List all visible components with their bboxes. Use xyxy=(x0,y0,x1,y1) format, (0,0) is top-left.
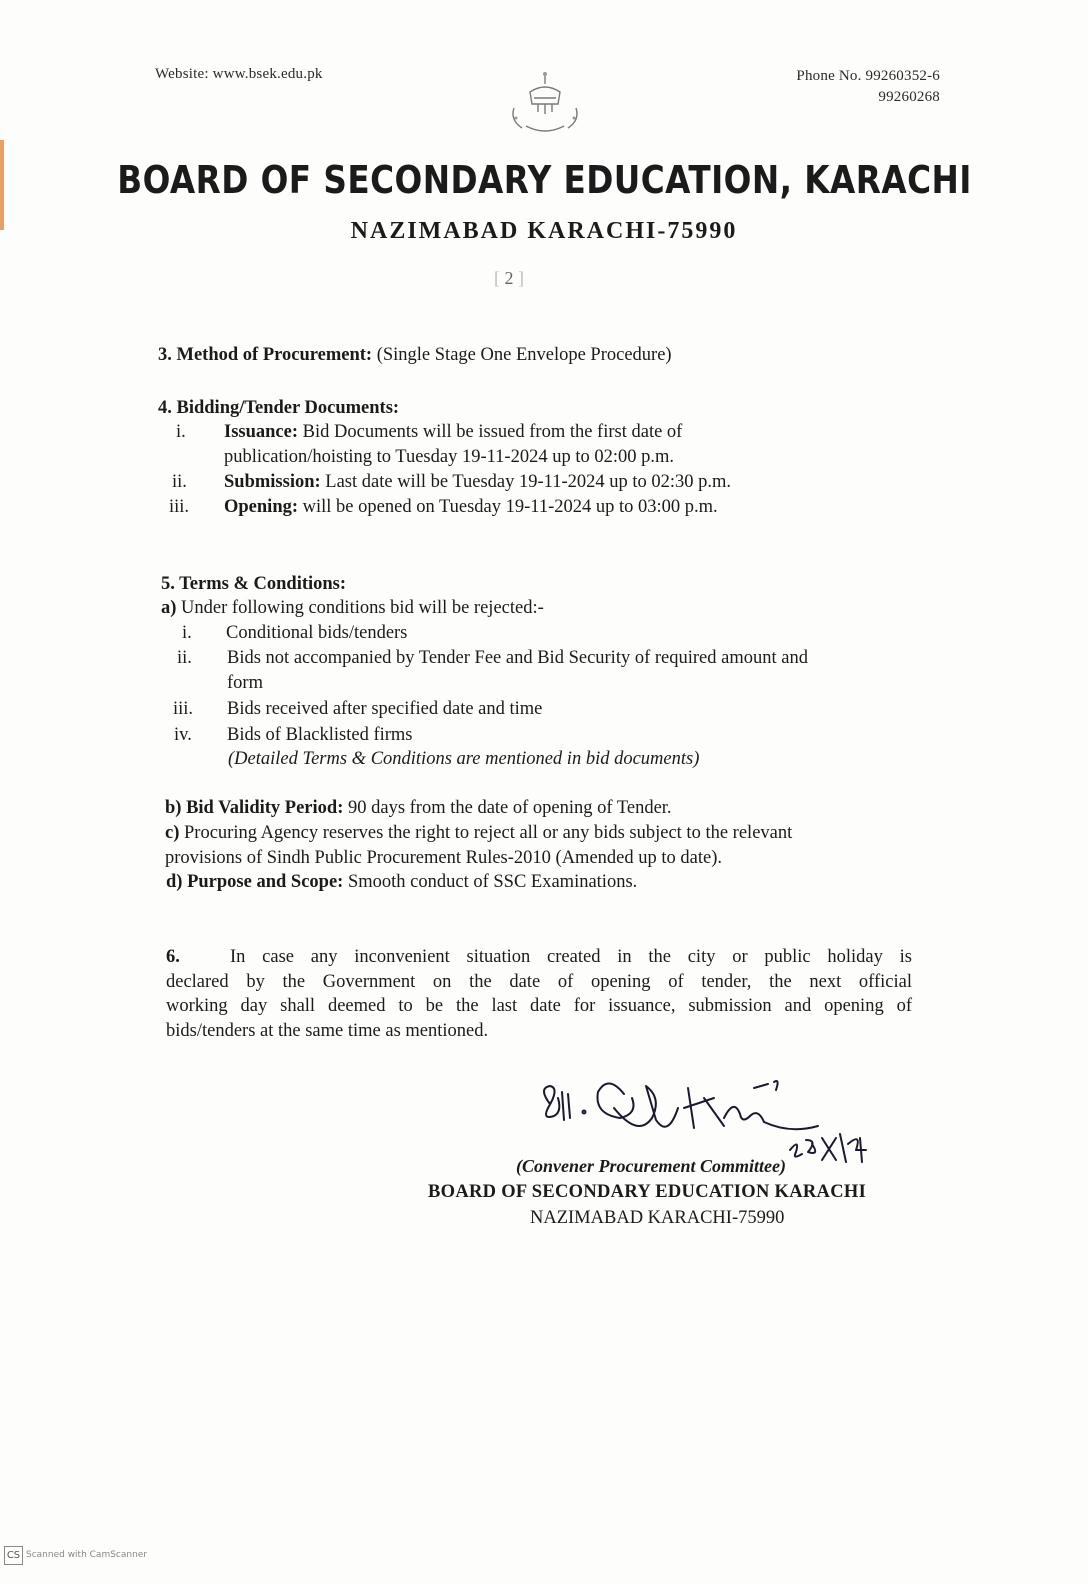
condition-text: Conditional bids/tenders xyxy=(226,623,408,643)
section-4-item-submission xyxy=(172,470,932,495)
condition-item xyxy=(182,621,922,646)
issuance-label: Issuance: xyxy=(224,422,299,442)
roman-numeral: ii. xyxy=(177,648,192,668)
section-3-text: (Single Stage One Envelope Procedure) xyxy=(372,345,672,365)
camscanner-logo-icon: CS xyxy=(4,1546,23,1565)
page-subtitle: NAZIMABAD KARACHI-75990 xyxy=(350,218,738,244)
section-5-b-text: 90 days from the date of opening of Tender. xyxy=(343,798,672,818)
phone-line-2: 99260268 xyxy=(878,89,940,105)
section-5-d-label: d) Purpose and Scope: xyxy=(166,872,344,892)
section-6-line-1: In case any inconvenient situation created in the city or public holiday is xyxy=(230,947,912,967)
section-5-a xyxy=(161,596,921,621)
roman-numeral: i. xyxy=(182,623,192,643)
roman-numeral: ii. xyxy=(172,472,187,492)
section-3-method xyxy=(158,343,938,368)
website-text: Website: www.bsek.edu.pk xyxy=(155,66,323,82)
section-5-heading: 5. Terms & Conditions: xyxy=(161,574,347,594)
roman-numeral: i. xyxy=(176,422,186,442)
section-3-label: 3. Method of Procurement: xyxy=(158,345,373,365)
section-6-line-2: declared by the Government on the date of opening of tender, the next official xyxy=(166,971,912,992)
section-6-number: 6. xyxy=(166,947,180,967)
signatory-org: BOARD OF SECONDARY EDUCATION KARACHI xyxy=(428,1182,867,1202)
scan-edge-mark xyxy=(0,140,4,230)
section-5-d-text: Smooth conduct of SSC Examinations. xyxy=(343,872,638,892)
condition-text: Bids received after specified date and time xyxy=(227,699,543,719)
section-5-b-label: b) Bid Validity Period: xyxy=(165,798,344,818)
section-5-b xyxy=(165,796,925,821)
camscanner-text: Scanned with CamScanner xyxy=(26,1550,148,1560)
roman-numeral: iii. xyxy=(169,497,190,517)
condition-text-cont: form xyxy=(227,672,263,693)
signatory-role: (Convener Procurement Committee) xyxy=(516,1156,786,1176)
submission-text: Last date will be Tuesday 19-11-2024 up to 02:30 p.m. xyxy=(320,472,732,492)
phone-line-1: Phone No. 99260352-6 xyxy=(796,68,940,84)
section-5-d xyxy=(166,870,926,895)
signatory-address: NAZIMABAD KARACHI-75990 xyxy=(530,1208,785,1228)
section-5-c xyxy=(165,821,915,870)
condition-item xyxy=(173,697,933,722)
terms-note: (Detailed Terms & Conditions are mentioned in bid documents) xyxy=(228,749,700,769)
section-5-a-label: a) xyxy=(161,598,177,618)
board-emblem-icon xyxy=(500,68,590,140)
opening-label: Opening: xyxy=(224,497,299,517)
section-5-c-label: c) xyxy=(165,823,180,843)
issuance-text-1: Bid Documents will be issued from the first date of xyxy=(298,422,683,442)
issuance-text-2: publication/hoisting to Tuesday 19-11-2024 up to 02:00 p.m. xyxy=(224,446,674,467)
page-number: [ 2 ] xyxy=(494,268,524,288)
section-5-c-text-2: provisions of Sindh Public Procurement Rules-2010 (Amended up to date). xyxy=(165,847,722,868)
condition-item xyxy=(174,723,934,748)
roman-numeral: iii. xyxy=(173,699,194,719)
section-6-line-4: bids/tenders at the same time as mentioned. xyxy=(166,1020,489,1041)
handwritten-signature xyxy=(528,1068,868,1168)
section-4-heading: 4. Bidding/Tender Documents: xyxy=(158,398,400,418)
section-4-item-opening xyxy=(169,495,929,520)
section-5-a-text: Under following conditions bid will be rejected:- xyxy=(176,598,544,618)
section-6-line-3: working day shall deemed to be the last date for issuance, submission and opening of xyxy=(166,996,912,1016)
roman-numeral: iv. xyxy=(174,725,192,745)
submission-label: Submission: xyxy=(224,472,321,492)
section-5-c-text-1: Procuring Agency reserves the right to reject all or any bids subject to the relevant xyxy=(179,823,793,843)
condition-item xyxy=(177,646,937,696)
opening-text: will be opened on Tuesday 19-11-2024 up to 03:00 p.m. xyxy=(298,497,718,517)
condition-text: Bids of Blacklisted firms xyxy=(227,725,413,745)
page-title: BOARD OF SECONDARY EDUCATION, KARACHI xyxy=(117,158,972,202)
section-6 xyxy=(166,945,912,1043)
section-4-item-issuance xyxy=(176,420,936,470)
condition-text: Bids not accompanied by Tender Fee and Bid Security of required amount and xyxy=(227,648,808,668)
page-number-value: 2 xyxy=(504,268,514,288)
